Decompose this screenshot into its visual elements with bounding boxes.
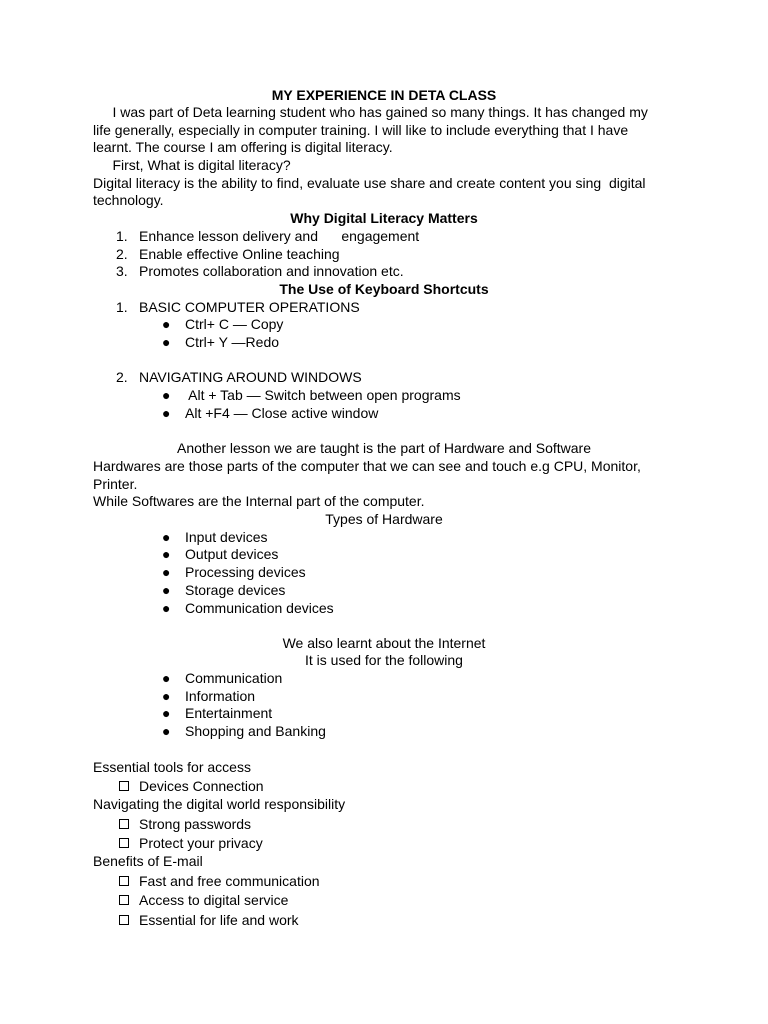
internet-heading: We also learnt about the Internet — [282, 635, 486, 651]
list-number: 1. — [116, 299, 128, 315]
intro-question: First, What is digital literacy? — [93, 157, 291, 173]
list-number: 2. — [116, 369, 128, 385]
intro-line: I was part of Deta learning student who has gained so many things. It has changed my — [93, 104, 648, 120]
bullet-icon: ● — [162, 564, 171, 580]
list-number: 1. — [116, 228, 128, 244]
why-heading: Why Digital Literacy Matters — [290, 210, 478, 226]
list-item: Processing devices — [185, 564, 306, 580]
hardware-text: Hardwares are those parts of the computer that we can see and touch e.g CPU, Monitor, — [93, 458, 641, 474]
intro-line: life generally, especially in computer training. I will like to include everything that I have — [93, 122, 629, 138]
bullet-icon: ● — [162, 334, 171, 350]
bullet-icon: ● — [162, 688, 171, 704]
list-item: Communication devices — [185, 600, 334, 616]
checkbox-icon[interactable] — [119, 876, 129, 886]
list-item: Entertainment — [185, 705, 273, 721]
list-item: Output devices — [185, 546, 279, 562]
intro-line: Digital literacy is the ability to find, evaluate use share and create content you sing digital — [93, 175, 646, 191]
shortcuts-heading: The Use of Keyboard Shortcuts — [279, 281, 489, 297]
checklist-item: Essential for life and work — [139, 912, 299, 928]
list-item: Input devices — [185, 529, 268, 545]
bullet-icon: ● — [162, 316, 171, 332]
bullet-icon: ● — [162, 723, 171, 739]
checklist-item: Protect your privacy — [139, 835, 263, 851]
checkbox-icon[interactable] — [119, 895, 129, 905]
intro-line: learnt. The course I am offering is digital literacy. — [93, 139, 393, 155]
checkbox-icon[interactable] — [119, 915, 129, 925]
bullet-icon: ● — [162, 670, 171, 686]
shortcut-group-title: NAVIGATING AROUND WINDOWS — [139, 369, 362, 385]
software-text: While Softwares are the Internal part of the computer. — [93, 493, 425, 509]
list-item: Communication — [185, 670, 283, 686]
hardware-intro: Another lesson we are taught is the part of Hardware and Software — [176, 440, 591, 456]
list-item: Alt + Tab — Switch between open programs — [185, 387, 461, 403]
bullet-icon: ● — [162, 387, 171, 403]
checklist-item: Fast and free communication — [139, 873, 320, 889]
list-item: Shopping and Banking — [185, 723, 326, 739]
hardware-text: Printer. — [93, 476, 138, 492]
hardware-types-heading: Types of Hardware — [325, 511, 443, 527]
list-item: Storage devices — [185, 582, 286, 598]
checklist-item: Access to digital service — [139, 892, 289, 908]
bullet-icon: ● — [162, 529, 171, 545]
bullet-icon: ● — [162, 582, 171, 598]
document-title: MY EXPERIENCE IN DETA CLASS — [271, 87, 497, 103]
checkbox-icon[interactable] — [119, 819, 129, 829]
checkbox-icon[interactable] — [119, 838, 129, 848]
checkbox-icon[interactable] — [119, 781, 129, 791]
intro-line: technology. — [93, 192, 164, 208]
list-number: 2. — [116, 246, 128, 262]
bullet-icon: ● — [162, 600, 171, 616]
bullet-icon: ● — [162, 705, 171, 721]
list-item: Ctrl+ Y —Redo — [185, 334, 280, 350]
essential-heading: Essential tools for access — [93, 759, 251, 775]
email-heading: Benefits of E-mail — [93, 853, 203, 869]
bullet-icon: ● — [162, 546, 171, 562]
list-item: Enable effective Online teaching — [139, 246, 340, 262]
checklist-item: Strong passwords — [139, 816, 252, 832]
checklist-item: Devices Connection — [139, 778, 264, 794]
internet-subheading: It is used for the following — [305, 652, 463, 668]
list-item: Enhance lesson delivery and engagement — [139, 228, 420, 244]
list-number: 3. — [116, 263, 128, 279]
bullet-icon: ● — [162, 405, 171, 421]
list-item: Promotes collaboration and innovation etc. — [139, 263, 404, 279]
shortcut-group-title: BASIC COMPUTER OPERATIONS — [139, 299, 360, 315]
list-item: Ctrl+ C — Copy — [185, 316, 284, 332]
list-item: Alt +F4 — Close active window — [185, 405, 379, 421]
list-item: Information — [185, 688, 256, 704]
navigating-heading: Navigating the digital world responsibility — [93, 796, 346, 812]
